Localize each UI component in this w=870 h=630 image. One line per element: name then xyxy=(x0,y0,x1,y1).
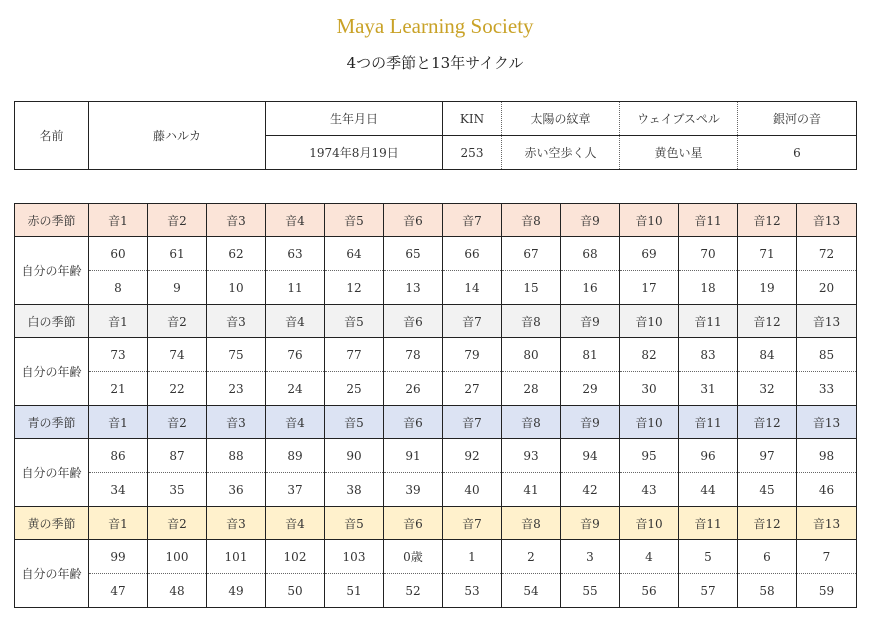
season-header-row xyxy=(15,406,857,439)
age-row xyxy=(15,338,857,372)
tone-header: 音13 xyxy=(797,507,857,540)
tone-header: 音13 xyxy=(797,305,857,338)
tone-header: 音10 xyxy=(620,305,679,338)
tone-header: 音3 xyxy=(207,305,266,338)
tone-header: 音2 xyxy=(148,406,207,439)
age-value: 28 xyxy=(502,372,561,406)
age-value: 24 xyxy=(266,372,325,406)
age-value: 42 xyxy=(561,473,620,507)
tone-header: 音5 xyxy=(325,507,384,540)
tone-header: 音11 xyxy=(679,507,738,540)
age-value: 26 xyxy=(384,372,443,406)
age-value: 54 xyxy=(502,574,561,608)
age-value: 102 xyxy=(266,540,325,574)
season-name: 赤の季節 xyxy=(15,204,89,237)
age-value: 103 xyxy=(325,540,384,574)
age-value: 85 xyxy=(797,338,857,372)
age-value: 94 xyxy=(561,439,620,473)
age-value: 72 xyxy=(797,237,857,271)
age-value: 13 xyxy=(384,271,443,305)
tone-header: 音2 xyxy=(148,204,207,237)
tone-header: 音2 xyxy=(148,305,207,338)
age-value: 62 xyxy=(207,237,266,271)
age-value: 25 xyxy=(325,372,384,406)
age-value: 53 xyxy=(443,574,502,608)
age-value: 1 xyxy=(443,540,502,574)
tone-header: 音6 xyxy=(384,305,443,338)
season-header-row xyxy=(15,305,857,338)
age-value: 74 xyxy=(148,338,207,372)
age-value: 4 xyxy=(620,540,679,574)
age-value: 73 xyxy=(89,338,148,372)
age-label: 自分の年齢 xyxy=(15,439,89,507)
age-value: 83 xyxy=(679,338,738,372)
tone-header: 音10 xyxy=(620,507,679,540)
age-value: 15 xyxy=(502,271,561,305)
tone-header: 音4 xyxy=(266,204,325,237)
age-value: 82 xyxy=(620,338,679,372)
age-value: 47 xyxy=(89,574,148,608)
season-age-table xyxy=(14,203,857,608)
age-value: 5 xyxy=(679,540,738,574)
age-value: 30 xyxy=(620,372,679,406)
kin-value: 253 xyxy=(443,136,502,170)
age-value: 52 xyxy=(384,574,443,608)
age-value: 8 xyxy=(89,271,148,305)
tone-header: 音7 xyxy=(443,204,502,237)
tone-header: 音5 xyxy=(325,406,384,439)
age-value: 84 xyxy=(738,338,797,372)
age-value: 89 xyxy=(266,439,325,473)
tone-header: 音5 xyxy=(325,305,384,338)
age-value: 101 xyxy=(207,540,266,574)
tone-header: 音5 xyxy=(325,204,384,237)
tone-header: 音13 xyxy=(797,406,857,439)
tone-header: 音3 xyxy=(207,507,266,540)
age-value: 56 xyxy=(620,574,679,608)
age-value: 99 xyxy=(89,540,148,574)
age-value: 48 xyxy=(148,574,207,608)
age-value: 7 xyxy=(797,540,857,574)
tone-header: 音13 xyxy=(797,204,857,237)
profile-table xyxy=(14,101,857,170)
tone-header: 音6 xyxy=(384,204,443,237)
season-name: 青の季節 xyxy=(15,406,89,439)
name-label: 名前 xyxy=(15,102,89,170)
tone-header: 音12 xyxy=(738,507,797,540)
solar-seal-label: 太陽の紋章 xyxy=(502,102,620,136)
age-value: 43 xyxy=(620,473,679,507)
age-value: 65 xyxy=(384,237,443,271)
age-value: 3 xyxy=(561,540,620,574)
tone-header: 音8 xyxy=(502,204,561,237)
age-value: 98 xyxy=(797,439,857,473)
age-label: 自分の年齢 xyxy=(15,237,89,305)
age-value: 17 xyxy=(620,271,679,305)
age-value: 33 xyxy=(797,372,857,406)
tone-header: 音2 xyxy=(148,507,207,540)
age-value: 96 xyxy=(679,439,738,473)
age-value: 32 xyxy=(738,372,797,406)
tone-header: 音6 xyxy=(384,507,443,540)
age-value: 38 xyxy=(325,473,384,507)
solar-seal-value: 赤い空歩く人 xyxy=(502,136,620,170)
tone-header: 音8 xyxy=(502,406,561,439)
age-value: 75 xyxy=(207,338,266,372)
page-subtitle: 4つの季節と13年サイクル xyxy=(346,54,524,72)
tone-header: 音9 xyxy=(561,406,620,439)
age-value: 77 xyxy=(325,338,384,372)
age-value: 10 xyxy=(207,271,266,305)
age-value: 27 xyxy=(443,372,502,406)
age-value: 35 xyxy=(148,473,207,507)
tone-header: 音12 xyxy=(738,406,797,439)
age-label: 自分の年齢 xyxy=(15,338,89,406)
age-value: 97 xyxy=(738,439,797,473)
age-value: 18 xyxy=(679,271,738,305)
tone-header: 音1 xyxy=(89,406,148,439)
brand-title: Maya Learning Society xyxy=(336,14,534,38)
age-value: 2 xyxy=(502,540,561,574)
age-value: 91 xyxy=(384,439,443,473)
age-value: 79 xyxy=(443,338,502,372)
age-value: 9 xyxy=(148,271,207,305)
age-value: 90 xyxy=(325,439,384,473)
age-value: 11 xyxy=(266,271,325,305)
age-row xyxy=(15,439,857,473)
tone-header: 音7 xyxy=(443,406,502,439)
tone-header: 音12 xyxy=(738,305,797,338)
kin-label: KIN xyxy=(443,102,502,136)
birthdate-label: 生年月日 xyxy=(266,102,443,136)
age-value: 51 xyxy=(325,574,384,608)
age-value: 68 xyxy=(561,237,620,271)
age-value: 50 xyxy=(266,574,325,608)
tone-header: 音9 xyxy=(561,204,620,237)
tone-header: 音10 xyxy=(620,406,679,439)
tone-header: 音1 xyxy=(89,204,148,237)
tone-header: 音4 xyxy=(266,406,325,439)
tone-header: 音8 xyxy=(502,305,561,338)
tone-header: 音12 xyxy=(738,204,797,237)
age-value: 22 xyxy=(148,372,207,406)
age-value: 92 xyxy=(443,439,502,473)
tone-header: 音11 xyxy=(679,305,738,338)
age-value: 49 xyxy=(207,574,266,608)
tone-header: 音8 xyxy=(502,507,561,540)
age-value: 14 xyxy=(443,271,502,305)
age-value: 29 xyxy=(561,372,620,406)
tone-header: 音6 xyxy=(384,406,443,439)
age-value: 76 xyxy=(266,338,325,372)
age-row xyxy=(15,473,857,507)
tone-header: 音3 xyxy=(207,204,266,237)
age-value: 46 xyxy=(797,473,857,507)
age-value: 100 xyxy=(148,540,207,574)
age-row xyxy=(15,574,857,608)
age-value: 93 xyxy=(502,439,561,473)
age-value: 80 xyxy=(502,338,561,372)
tone-header: 音10 xyxy=(620,204,679,237)
age-row xyxy=(15,237,857,271)
age-row xyxy=(15,540,857,574)
age-value: 19 xyxy=(738,271,797,305)
age-value: 63 xyxy=(266,237,325,271)
tone-header: 音4 xyxy=(266,305,325,338)
age-value: 81 xyxy=(561,338,620,372)
tone-header: 音11 xyxy=(679,406,738,439)
galactic-tone-label: 銀河の音 xyxy=(738,102,857,136)
season-name: 白の季節 xyxy=(15,305,89,338)
age-value: 0歳 xyxy=(384,540,443,574)
age-label: 自分の年齢 xyxy=(15,540,89,608)
tone-header: 音11 xyxy=(679,204,738,237)
age-row xyxy=(15,372,857,406)
tone-header: 音7 xyxy=(443,305,502,338)
birthdate-value: 1974年8月19日 xyxy=(266,136,443,170)
season-header-row xyxy=(15,204,857,237)
age-value: 87 xyxy=(148,439,207,473)
tone-header: 音9 xyxy=(561,305,620,338)
age-value: 16 xyxy=(561,271,620,305)
age-value: 66 xyxy=(443,237,502,271)
age-value: 6 xyxy=(738,540,797,574)
age-value: 34 xyxy=(89,473,148,507)
tone-header: 音3 xyxy=(207,406,266,439)
age-value: 64 xyxy=(325,237,384,271)
age-value: 45 xyxy=(738,473,797,507)
age-value: 58 xyxy=(738,574,797,608)
age-value: 23 xyxy=(207,372,266,406)
age-value: 60 xyxy=(89,237,148,271)
tone-header: 音1 xyxy=(89,305,148,338)
season-name: 黄の季節 xyxy=(15,507,89,540)
tone-header: 音4 xyxy=(266,507,325,540)
tone-header: 音7 xyxy=(443,507,502,540)
tone-header: 音9 xyxy=(561,507,620,540)
age-value: 40 xyxy=(443,473,502,507)
wavespell-label: ウェイブスペル xyxy=(620,102,738,136)
age-value: 69 xyxy=(620,237,679,271)
age-value: 70 xyxy=(679,237,738,271)
tone-header: 音1 xyxy=(89,507,148,540)
age-value: 71 xyxy=(738,237,797,271)
age-value: 20 xyxy=(797,271,857,305)
age-value: 86 xyxy=(89,439,148,473)
age-value: 95 xyxy=(620,439,679,473)
age-value: 59 xyxy=(797,574,857,608)
age-row xyxy=(15,271,857,305)
wavespell-value: 黄色い星 xyxy=(620,136,738,170)
age-value: 67 xyxy=(502,237,561,271)
age-value: 12 xyxy=(325,271,384,305)
season-header-row xyxy=(15,507,857,540)
galactic-tone-value: 6 xyxy=(738,136,857,170)
age-value: 21 xyxy=(89,372,148,406)
name-value: 藤ハルカ xyxy=(89,102,266,170)
age-value: 55 xyxy=(561,574,620,608)
age-value: 39 xyxy=(384,473,443,507)
age-value: 44 xyxy=(679,473,738,507)
age-value: 61 xyxy=(148,237,207,271)
age-value: 36 xyxy=(207,473,266,507)
age-value: 41 xyxy=(502,473,561,507)
age-value: 37 xyxy=(266,473,325,507)
age-value: 31 xyxy=(679,372,738,406)
age-value: 88 xyxy=(207,439,266,473)
age-value: 57 xyxy=(679,574,738,608)
age-value: 78 xyxy=(384,338,443,372)
